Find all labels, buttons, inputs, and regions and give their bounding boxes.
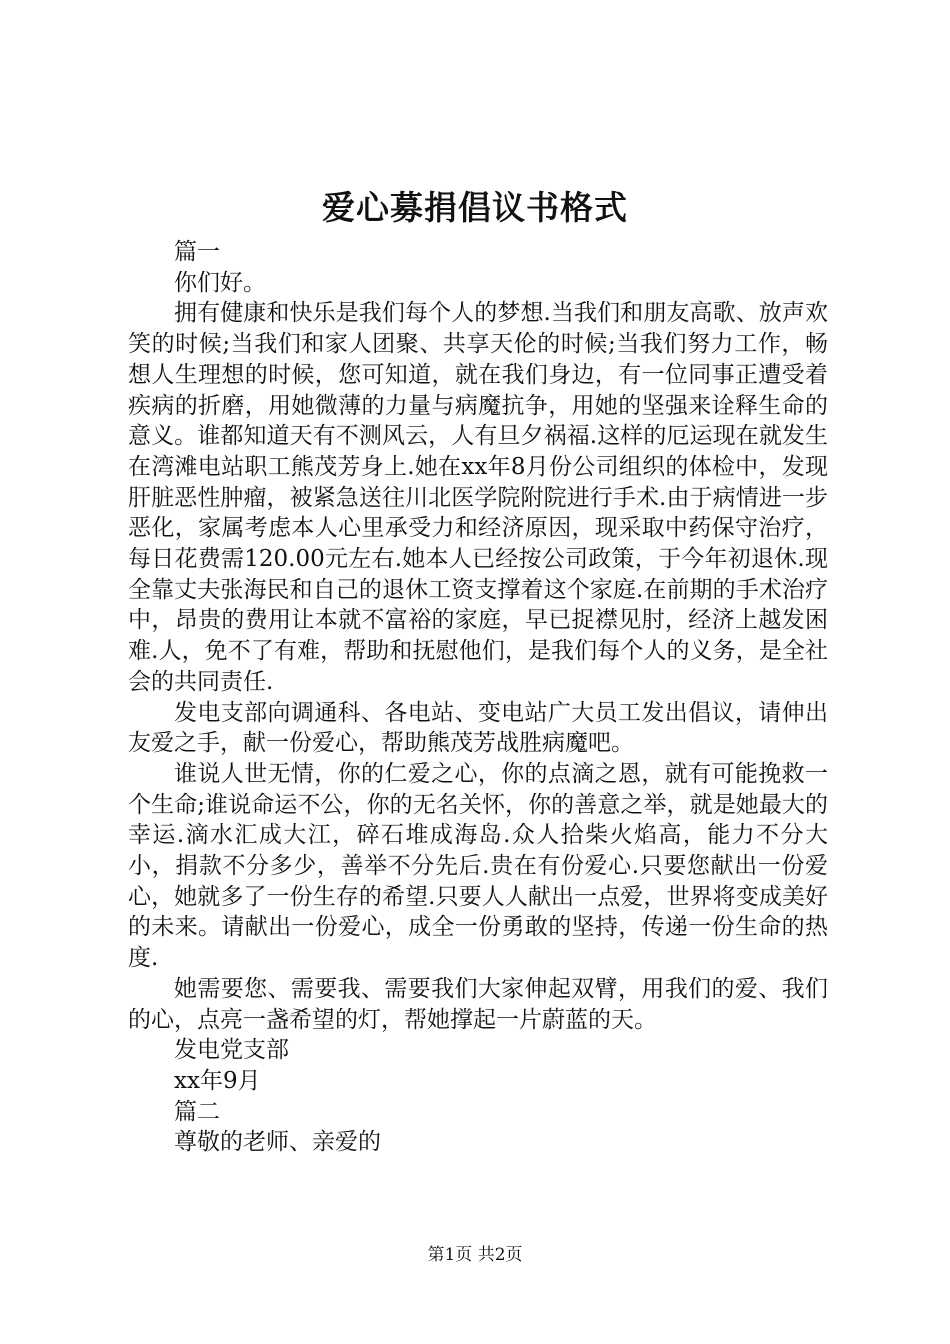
paragraph-encouragement: 谁说人世无情，你的仁爱之心，你的点滴之恩，就有可能挽救一个生命;谁说命运不公，你的无名关怀，你的善意之举，就是她最大的幸运.滴水汇成大江，碎石堆成海岛.众人拾柴火焰高，能力不分大小，捐款不分多少，善举不分先后.贵在有份爱心.只要您献出一份爱心，她就多了一份生存的希望.只要人人献出一点爱，世界将变成美好的未来。请献出一份爱心，成全一份勇敢的坚持，传递一份生命的热度. xyxy=(128,760,828,972)
section-heading-2: 篇二 xyxy=(174,1098,220,1125)
greeting: 你们好。 xyxy=(174,269,266,296)
paragraph-closing: 她需要您、需要我、需要我们大家伸起双臂，用我们的爱、我们的心，点亮一盏希望的灯，帮她撑起一片蔚蓝的天。 xyxy=(128,975,828,1033)
document-title: 爱心募捐倡议书格式 xyxy=(322,188,628,227)
signature-organization: 发电党支部 xyxy=(174,1037,289,1064)
signature-date: xx年9月 xyxy=(174,1067,261,1094)
paragraph-story: 拥有健康和快乐是我们每个人的梦想.当我们和朋友高歌、放声欢笑的时候;当我们和家人团聚、共享天伦的时候;当我们努力工作，畅想人生理想的时候，您可知道，就在我们身边，有一位同事正遭受着疾病的折磨，用她微薄的力量与病魔抗争，用她的坚强来诠释生命的意义。谁都知道天有不测风云，人有旦夕祸福.这样的厄运现在就发生在湾滩电站职工熊茂芳身上.她在xx年8月份公司组织的体检中，发现肝脏恶性肿瘤，被紧急送往川北医学院附院进行手术.由于病情进一步恶化，家属考虑本人心里承受力和经济原因，现采取中药保守治疗，每日花费需120.00元左右.她本人已经按公司政策，于今年初退休.现全靠丈夫张海民和自己的退休工资支撑着这个家庭.在前期的手术治疗中，昂贵的费用让本就不富裕的家庭，早已捉襟见肘，经济上越发困难.人，免不了有难，帮助和抚慰他们，是我们每个人的义务，是全社会的共同责任. xyxy=(128,300,828,695)
document-body xyxy=(128,237,828,1158)
page-footer: 第1页 共2页 xyxy=(427,1245,523,1265)
paragraph-appeal: 发电支部向调通科、各电站、变电站广大员工发出倡议，请伸出友爱之手，献一份爱心，帮助熊茂芳战胜病魔吧。 xyxy=(128,699,828,757)
section-heading-1: 篇一 xyxy=(174,239,220,265)
salutation-2: 尊敬的老师、亲爱的 xyxy=(174,1129,381,1156)
